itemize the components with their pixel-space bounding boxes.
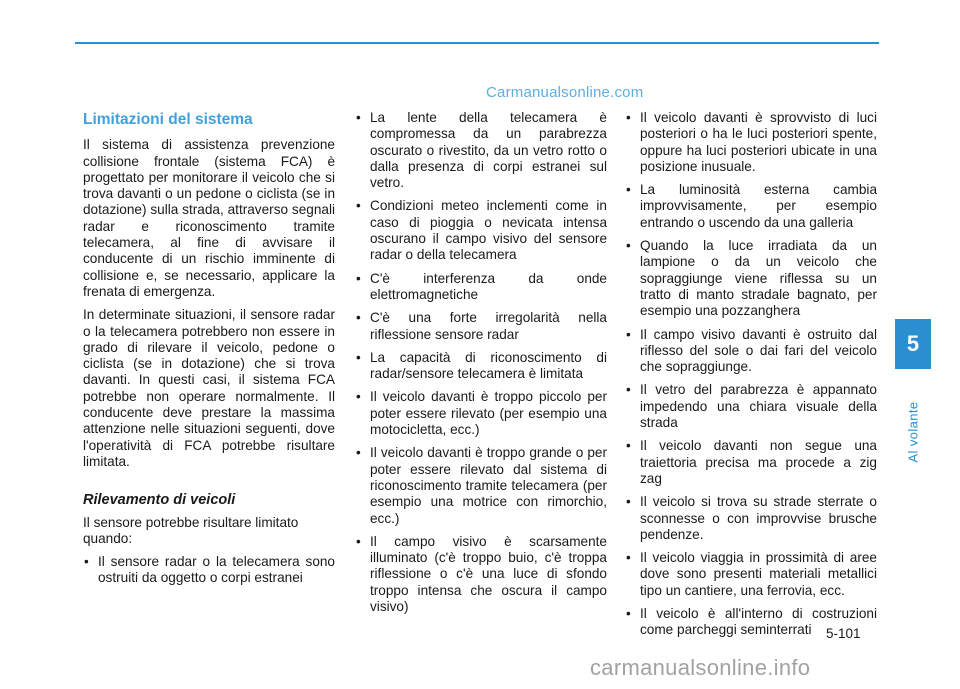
- list-item: • La capacità di riconoscimento di radar/sensore telecamera è limitata: [355, 350, 607, 383]
- column-2: [355, 110, 607, 622]
- list-item: • Condizioni meteo inclementi come in caso di pioggia o nevicata intensa oscurano il campo visivo del sensore radar o della telecamera: [355, 198, 607, 263]
- list-item: • Quando la luce irradiata da un lampione o da un veicolo che sopraggiunge viene riflessa su un tratto di manto stradale bagnato, per esempio una pozzanghera: [625, 238, 877, 319]
- list-item: • La lente della telecamera è compromessa da un parabrezza oscurato o rivestito, da un vetro rotto o dalla presenza di corpi estranei sul vetro.: [355, 110, 607, 191]
- list-item: • Il veicolo davanti non segue una traiettoria precisa ma procede a zig zag: [625, 438, 877, 487]
- page-number: 5-101: [826, 626, 861, 641]
- list-item: • Il veicolo viaggia in prossimità di aree dove sono presenti materiali metallici tipo un cantiere, una ferrovia, ecc.: [625, 550, 877, 599]
- section-heading: Limitazioni del sistema: [83, 111, 253, 128]
- section-paragraph-1: Il sistema di assistenza prevenzione collisione frontale (sistema FCA) è progettato per monitorare il veicolo che si trova davanti o un pedone o ciclista (se in dotazione) sulla strada, attraverso segnali radar e riconoscimento tramite telecamera, al fine di avvisare il conducente di un rischio imminente di collisione e, se necessario, applicare la frenata di emergenza.: [83, 137, 335, 299]
- section-paragraph-2: In determinate situazioni, il sensore radar o la telecamera potrebbero non essere in grado di rilevare il veicolo, pedone o ciclista (se in dotazione) che si trova davanti. In questi casi, il sistema FCA potrebbe non operare normalmente. Il conducente deve prestare la massima attenzione nelle situazioni seguenti, dove l'operatività di FCA potrebbe risultare limitata.: [83, 307, 335, 469]
- list-item: • Il sensore radar o la telecamera sono ostruiti da oggetto o corpi estranei: [83, 554, 335, 587]
- column-3: [625, 110, 877, 646]
- list-item: • Il vetro del parabrezza è appannato impedendo una chiara visuale della strada: [625, 382, 877, 431]
- watermark-top: Carmanualsonline.com: [486, 84, 644, 101]
- list-item: • Il campo visivo è scarsamente illuminato (c'è troppo buio, c'è troppa riflessione o c'è una luce di sfondo troppo intensa che oscura il campo visivo): [355, 534, 607, 615]
- list-item: • Il veicolo si trova su strade sterrate o sconnesse o con improvvise brusche pendenze.: [625, 494, 877, 543]
- list-item: • Il veicolo davanti è troppo piccolo per poter essere rilevato (per esempio una motocicletta, ecc.): [355, 389, 607, 438]
- bullet-list-col2: [355, 110, 607, 615]
- list-item: • La luminosità esterna cambia improvvisamente, per esempio entrando o uscendo da una galleria: [625, 182, 877, 231]
- chapter-number-tab: 5: [895, 319, 931, 369]
- subsection-heading: Rilevamento di veicoli: [83, 492, 236, 509]
- watermark-bottom: carmanualsonline.info: [590, 655, 811, 680]
- chapter-label: Al volante: [905, 401, 921, 463]
- subsection-intro: Il sensore potrebbe risultare limitato quando:: [83, 514, 299, 546]
- bullet-list-col3: [625, 110, 877, 639]
- bullet-list-col1: [83, 554, 335, 587]
- list-item: • Il campo visivo davanti è ostruito dal riflesso del sole o dai fari del veicolo che sopraggiunge.: [625, 327, 877, 376]
- list-item: • C'è una forte irregolarità nella riflessione sensore radar: [355, 310, 607, 343]
- list-item: • Il veicolo davanti è sprovvisto di luci posteriori o ha le luci posteriori spente, oppure ha luci posteriori ubicate in una posizione inusuale.: [625, 110, 877, 175]
- list-item: • Il veicolo è all'interno di costruzioni come parcheggi seminterrati: [625, 606, 877, 639]
- column-1: [83, 110, 335, 594]
- list-item: • C'è interferenza da onde elettromagnetiche: [355, 271, 607, 304]
- list-item: • Il veicolo davanti è troppo grande o per poter essere rilevato dal sistema di riconoscimento tramite telecamera (per esempio una motrice con rimorchio, ecc.): [355, 445, 607, 526]
- header-rule: [75, 42, 879, 44]
